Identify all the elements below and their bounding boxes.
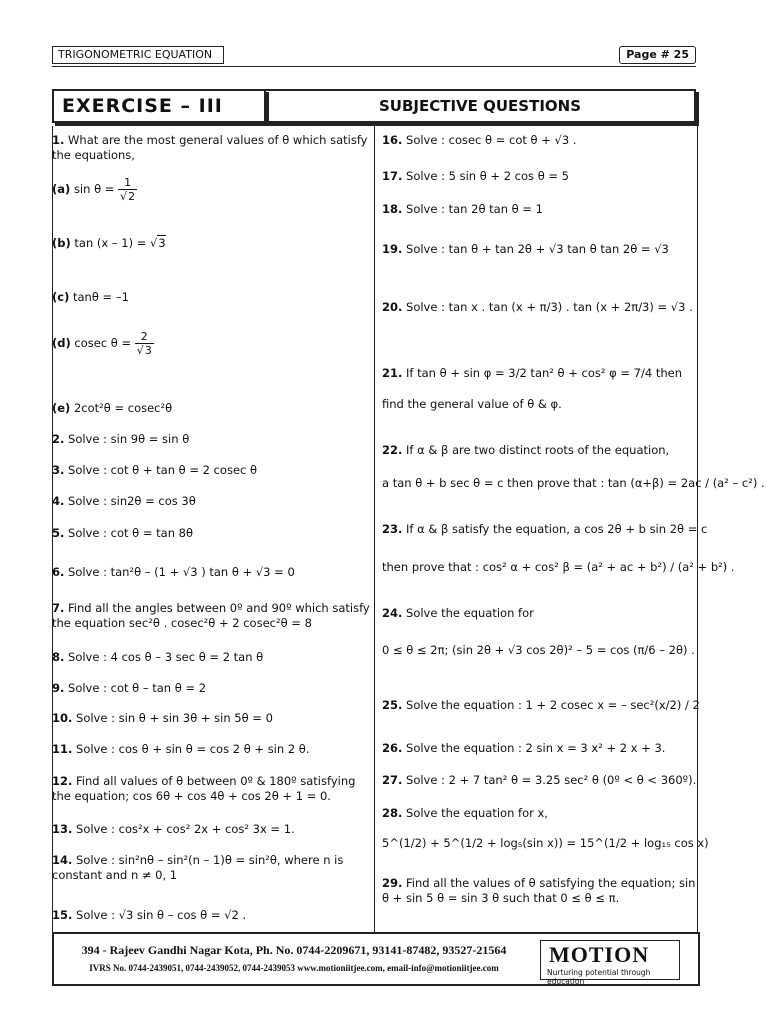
question-3: 3. Solve : cot θ + tan θ = 2 cosec θ <box>52 463 258 477</box>
question-24: 24. Solve the equation for <box>382 606 534 620</box>
question-1e: (e) 2cot²θ = cosec²θ <box>52 401 173 415</box>
question-1a: (a) sin θ = $\frac{1}{√2}$ <box>52 176 136 203</box>
question-28-equation: 5^(1/2) + 5^(1/2 + log₅(sin x)) = 15^(1/2 + log₁₅ cos x) <box>382 836 709 850</box>
question-29: 29. Find all the values of θ satisfying the equation; sin θ + sin 5 θ = sin 3 θ such that 0 ≤ θ ≤ π. <box>382 876 696 905</box>
question-9: 9. Solve : cot θ – tan θ = 2 <box>52 681 207 695</box>
question-21: 21. If tan θ + sin φ = 3/2 tan² θ + cos² φ = 7/4 then <box>382 366 683 380</box>
question-7: 7. Find all the angles between 0º and 90º which satisfy the equation sec²θ . cosec²θ + 2 cosec²θ = 8 <box>52 601 370 630</box>
question-22: 22. If α & β are two distinct roots of the equation, <box>382 443 670 457</box>
question-2: 2. Solve : sin 9θ = sin θ <box>52 432 190 446</box>
question-28: 28. Solve the equation for x, <box>382 806 548 820</box>
question-12: 12. Find all values of θ between 0º & 180º satisfying the equation; cos 6θ + cos 4θ + cos 2θ + 1 = 0. <box>52 774 356 803</box>
question-24-cont: 0 ≤ θ ≤ 2π; (sin 2θ + √3 cos 2θ)² – 5 = cos (π/6 – 2θ) . <box>382 643 695 657</box>
page-number: Page # 25 <box>619 46 696 64</box>
question-14: 14. Solve : sin²nθ – sin²(n – 1)θ = sin²θ, where n is constant and n ≠ 0, 1 <box>52 853 344 882</box>
question-20: 20. Solve : tan x . tan (x + π/3) . tan (x + 2π/3) = √3 . <box>382 300 693 314</box>
question-6: 6. Solve : tan²θ – (1 + √3 ) tan θ + √3 = 0 <box>52 565 295 579</box>
question-23-cont: then prove that : cos² α + cos² β = (a² + ac + b²) / (a² + b²) . <box>382 560 735 574</box>
header-rule <box>52 66 696 67</box>
footer <box>52 932 700 986</box>
exercise-title: EXERCISE – III <box>52 89 266 123</box>
question-5: 5. Solve : cot θ = tan 8θ <box>52 526 193 540</box>
question-25: 25. Solve the equation : 1 + 2 cosec x = – sec²(x/2) / 2 <box>382 698 700 712</box>
question-21-cont: find the general value of θ & φ. <box>382 397 562 411</box>
question-10: 10. Solve : sin θ + sin 3θ + sin 5θ = 0 <box>52 711 273 725</box>
question-4: 4. Solve : sin2θ = cos 3θ <box>52 494 196 508</box>
question-16: 16. Solve : cosec θ = cot θ + √3 . <box>382 133 577 147</box>
exercise-subtitle: SUBJECTIVE QUESTIONS <box>264 89 696 123</box>
chapter-title: TRIGONOMETRIC EQUATION <box>52 46 224 64</box>
question-19: 19. Solve : tan θ + tan 2θ + √3 tan θ tan 2θ = √3 <box>382 242 669 256</box>
question-1: 1. What are the most general values of θ which satisfy the equations, <box>52 133 368 162</box>
question-1d: (d) cosec θ = $\frac{2}{√3}$ <box>52 330 152 357</box>
question-1c: (c) tanθ = –1 <box>52 290 129 304</box>
footer-contact: IVRS No. 0744-2439051, 0744-2439052, 0744-2439053 www.motioniitjee.com, email-info@motioniitjee.com <box>89 963 499 973</box>
question-18: 18. Solve : tan 2θ tan θ = 1 <box>382 202 543 216</box>
question-27: 27. Solve : 2 + 7 tan² θ = 3.25 sec² θ (0º < θ < 360º). <box>382 773 697 787</box>
question-8: 8. Solve : 4 cos θ – 3 sec θ = 2 tan θ <box>52 650 264 664</box>
logo-text: MOTION <box>549 942 650 967</box>
question-11: 11. Solve : cos θ + sin θ = cos 2 θ + sin 2 θ. <box>52 742 310 756</box>
question-23: 23. If α & β satisfy the equation, a cos 2θ + b sin 2θ = c <box>382 522 708 536</box>
question-1b: (b) tan (x – 1) = √3 <box>52 236 166 250</box>
motion-logo <box>540 940 680 986</box>
question-22-cont: a tan θ + b sec θ = c then prove that : tan (α+β) = 2ac / (a² – c²) . <box>382 476 765 490</box>
question-17: 17. Solve : 5 sin θ + 2 cos θ = 5 <box>382 169 569 183</box>
column-divider <box>374 126 375 932</box>
question-13: 13. Solve : cos²x + cos² 2x + cos² 3x = 1. <box>52 822 295 836</box>
question-26: 26. Solve the equation : 2 sin x = 3 x² + 2 x + 3. <box>382 741 666 755</box>
question-15: 15. Solve : √3 sin θ – cos θ = √2 . <box>52 908 247 922</box>
exercise-banner <box>52 89 696 123</box>
logo-tagline: Nurturing potential through education <box>547 968 651 986</box>
footer-address: 394 - Rajeev Gandhi Nagar Kota, Ph. No. 0744-2209671, 93141-87482, 93527-21564 <box>81 943 507 957</box>
